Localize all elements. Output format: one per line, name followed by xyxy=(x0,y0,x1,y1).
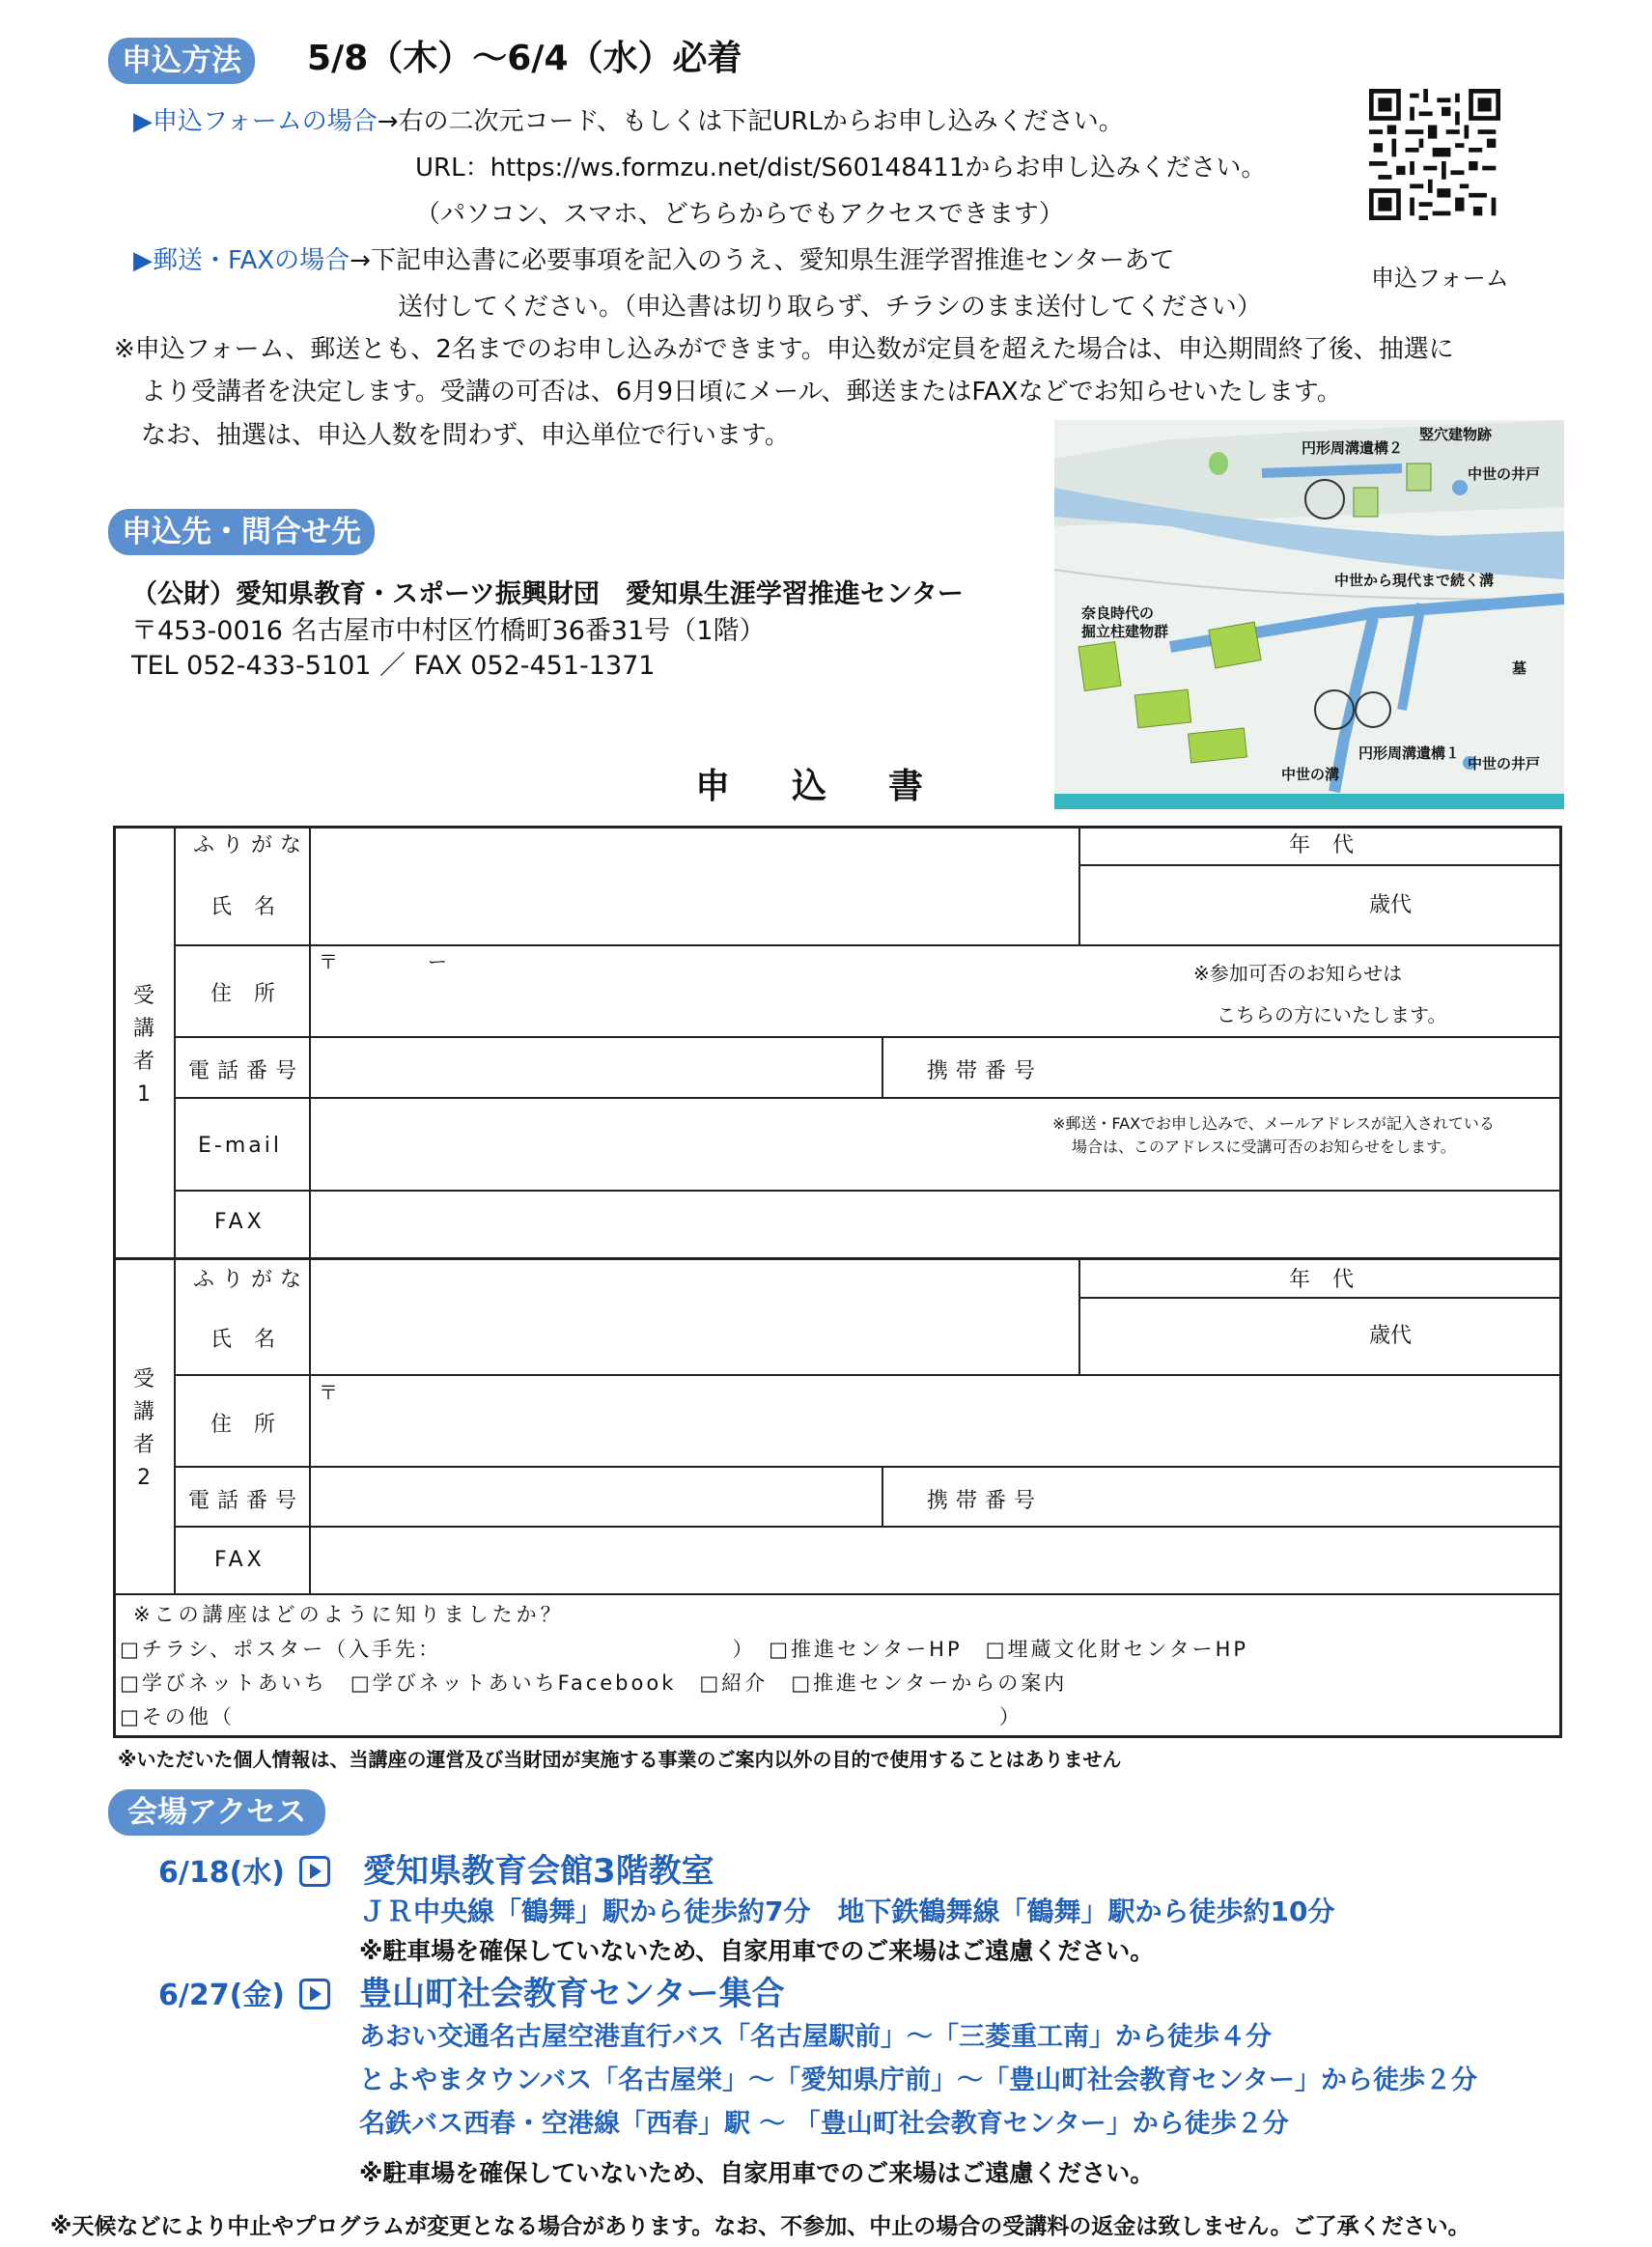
map-label: 竪穴建物跡 xyxy=(1419,426,1493,443)
play-icon xyxy=(299,1856,330,1887)
phone-input-2[interactable] xyxy=(311,1468,881,1526)
notify-note-2: こちらの方にいたします。 xyxy=(1217,1003,1447,1026)
map-label: 中世の井戸 xyxy=(1468,755,1541,772)
address-input-2[interactable] xyxy=(311,1376,1560,1465)
map-label: 墓 xyxy=(1512,660,1527,677)
apply-note-3: なお、抽選は、申込人数を問わず、申込単位で行います。 xyxy=(141,421,790,450)
venue-badge: 会場アクセス xyxy=(108,1789,325,1836)
contact-org: （公財）愛知県教育・スポーツ振興財団 愛知県生涯学習推進センター xyxy=(131,579,964,609)
mobile-input-1[interactable] xyxy=(1081,1038,1560,1096)
age-header: 年 代 xyxy=(1289,833,1361,857)
apply-note-2: より受講者を決定します。受講の可否は、6月9日頃にメール、郵送またはFAXなどでお知らせいたします。 xyxy=(141,378,1342,407)
name-input-1[interactable] xyxy=(311,866,1077,943)
survey-question: ※この講座はどのように知りましたか？ xyxy=(133,1603,565,1626)
age-unit[interactable]: 歳代 xyxy=(1369,893,1413,917)
person2-label: 受講者2 xyxy=(132,1367,154,1490)
contact-address: 〒453-0016 名古屋市中村区竹橋町36番31号（1階） xyxy=(131,616,766,646)
footer-note: ※天候などにより中止やプログラムが変更となる場合があります。なお、不参加、中止の場合の受講料の返金は致しません。ご了承ください。 xyxy=(50,2214,1470,2239)
furigana-label: ふりがな xyxy=(193,1268,310,1292)
age-header: 年 代 xyxy=(1289,1268,1361,1292)
phone-label: 電話番号 xyxy=(188,1059,305,1083)
form-url-line[interactable]: URL：https://ws.formzu.net/dist/S60148411からお申し込みください。 xyxy=(415,154,1267,183)
fax-label: FAX xyxy=(214,1548,266,1572)
survey-options-row3[interactable]: □その他（ ） xyxy=(120,1705,1022,1728)
map-label: 中世の井戸 xyxy=(1468,465,1541,483)
site-map xyxy=(1054,420,1564,809)
furigana-label: ふりがな xyxy=(193,833,310,857)
form-method-text: →右の二次元コード、もしくは下記URLからお申し込みください。 xyxy=(377,107,1124,136)
map-label: 中世から現代まで続く溝 xyxy=(1334,572,1495,589)
email-label: E-mail xyxy=(198,1134,282,1158)
mail-method-text2: 送付してください。（申込書は切り取らず、チラシのまま送付してください） xyxy=(398,293,1262,322)
map-label: 奈良時代の xyxy=(1081,604,1155,622)
qr-caption: 申込フォーム xyxy=(1371,265,1509,292)
venue1-parking: ※駐車場を確保していないため、自家用車でのご来場はご遠慮ください。 xyxy=(359,1937,1155,1965)
form-title: 申 込 書 xyxy=(695,767,938,806)
address-label: 住 所 xyxy=(210,982,283,1006)
venue2-date: 6/27(金) xyxy=(158,1979,286,2012)
phone-input-1[interactable] xyxy=(311,1038,881,1096)
apply-period: 5/8（木）～6/4（水）必着 xyxy=(307,39,742,78)
venue1-place: 愛知県教育会館3階教室 xyxy=(363,1852,714,1891)
mail-method-text: →下記申込書に必要事項を記入のうえ、愛知県生涯学習推進センターあて xyxy=(350,246,1175,275)
postal-dash: ー xyxy=(428,950,447,973)
fax-input-1[interactable] xyxy=(311,1192,1560,1256)
age-unit[interactable]: 歳代 xyxy=(1369,1324,1413,1348)
form-method-line xyxy=(133,105,1124,138)
phone-label: 電話番号 xyxy=(188,1489,305,1513)
venue2-parking: ※駐車場を確保していないため、自家用車でのご来場はご遠慮ください。 xyxy=(359,2159,1155,2187)
venue2-route-b: とよやまタウンバス「名古屋栄」～「愛知県庁前」～「豊山町社会教育センター」から徒歩２分 xyxy=(359,2065,1478,2095)
name-label: 氏 名 xyxy=(210,895,283,919)
mobile-label: 携帯番号 xyxy=(927,1059,1044,1083)
notify-note-1: ※参加可否のお知らせは xyxy=(1193,962,1403,985)
postal-mark: 〒 xyxy=(319,1381,338,1404)
access-note: （パソコン、スマホ、どちらからでもアクセスできます） xyxy=(415,200,1064,229)
privacy-note: ※いただいた個人情報は、当講座の運営及び当財団が実施する事業のご案内以外の目的で使用することはありません xyxy=(118,1748,1122,1771)
survey-options-row1[interactable]: □チラシ、ポスター（入手先： ） □推進センターHP □埋蔵文化財センターHP xyxy=(120,1638,1249,1661)
mobile-label: 携帯番号 xyxy=(927,1489,1044,1513)
qr-code-icon[interactable] xyxy=(1369,89,1500,220)
name-label: 氏 名 xyxy=(210,1328,283,1352)
email-note-2: 場合は、このアドレスに受講可否のお知らせをします。 xyxy=(1072,1138,1456,1156)
venue1-route: ＪＲ中央線「鶴舞」駅から徒歩約7分 地下鉄鶴舞線「鶴舞」駅から徒歩約10分 xyxy=(359,1896,1335,1927)
fax-input-2[interactable] xyxy=(311,1528,1560,1592)
person1-label: 受講者1 xyxy=(132,984,154,1107)
venue2-route-c: 名鉄バス西春・空港線「西春」駅 ～ 「豊山町社会教育センター」から徒歩２分 xyxy=(359,2109,1289,2139)
apply-badge: 申込方法 xyxy=(108,38,255,84)
name-input-2[interactable] xyxy=(311,1299,1077,1374)
email-input-1[interactable] xyxy=(311,1099,1045,1189)
form-method-label: ▶申込フォームの場合 xyxy=(133,107,378,136)
mail-method-line xyxy=(133,244,1174,277)
furigana-input-1[interactable] xyxy=(311,828,1077,864)
address-label: 住 所 xyxy=(210,1413,283,1437)
address-input-1[interactable] xyxy=(311,946,1161,1035)
fax-label: FAX xyxy=(214,1210,266,1234)
map-label: 掘立柱建物群 xyxy=(1081,623,1169,640)
map-label: 円形周溝遺構１ xyxy=(1358,744,1461,762)
venue2-route-a: あおい交通名古屋空港直行バス「名古屋駅前」～「三菱重工南」から徒歩４分 xyxy=(359,2022,1272,2052)
play-icon xyxy=(299,1979,330,2009)
map-label: 円形周溝遺構２ xyxy=(1302,439,1404,457)
contact-badge: 申込先・問合せ先 xyxy=(108,509,375,555)
postal-mark: 〒 xyxy=(319,950,338,973)
map-label: 中世の溝 xyxy=(1281,766,1340,783)
venue2-place: 豊山町社会教育センター集合 xyxy=(359,1975,785,2013)
furigana-input-2[interactable] xyxy=(311,1260,1077,1297)
email-note-1: ※郵送・FAXでお申し込みで、メールアドレスが記入されている xyxy=(1052,1114,1495,1133)
apply-note-1: ※申込フォーム、郵送とも、2名までのお申し込みができます。申込数が定員を超えた場合は、申込期間終了後、抽選に xyxy=(114,335,1454,364)
venue1-date: 6/18(水) xyxy=(158,1856,286,1890)
survey-options-row2[interactable]: □学びネットあいち □学びネットあいちFacebook □紹介 □推進センターからの案内 xyxy=(120,1671,1068,1695)
mail-method-label: ▶郵送・FAXの場合 xyxy=(133,246,350,275)
mobile-input-2[interactable] xyxy=(1081,1468,1560,1526)
contact-tel: TEL 052-433-5101 ／ FAX 052-451-1371 xyxy=(131,651,656,681)
